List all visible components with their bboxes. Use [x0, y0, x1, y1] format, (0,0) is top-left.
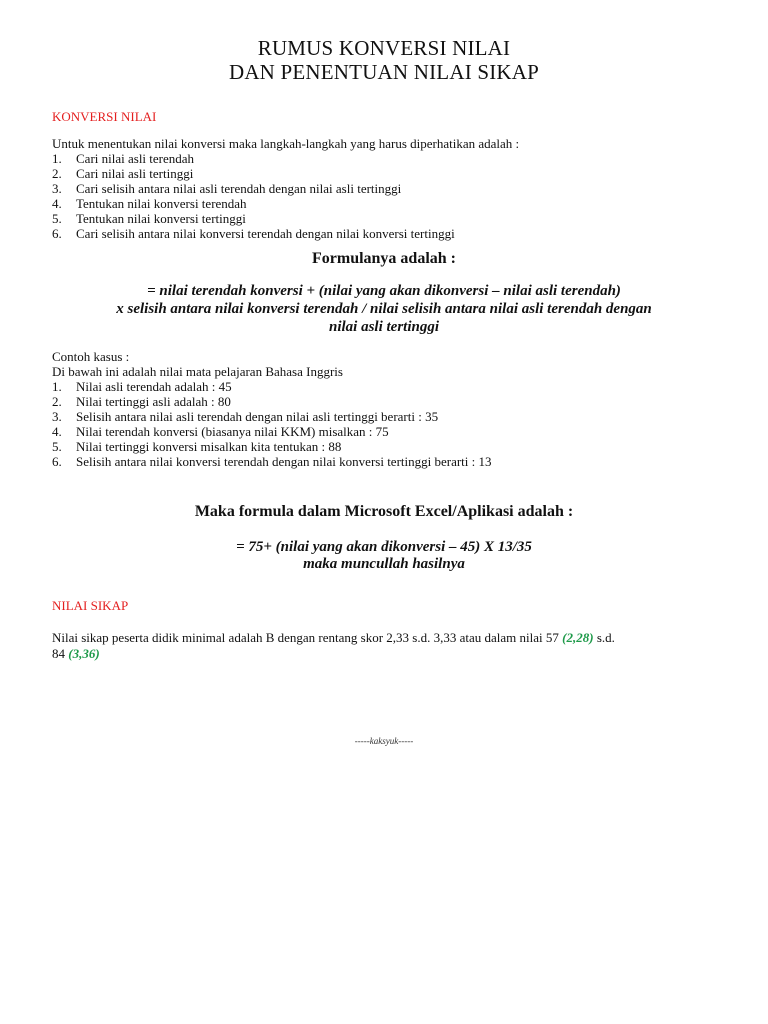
contoh-items-list	[52, 379, 492, 469]
list-item: 5. Tentukan nilai konversi tertinggi	[52, 211, 246, 226]
list-item: 3. Cari selisih antara nilai asli terendah dengan nilai asli tertinggi	[52, 181, 402, 196]
formula-heading: Formulanya adalah :	[311, 250, 456, 267]
list-item: 5. Nilai tertinggi konversi misalkan kita tentukan : 88	[52, 439, 342, 454]
konversi-intro: Untuk menentukan nilai konversi maka langkah-langkah yang harus diperhatikan adalah :	[52, 136, 520, 151]
page-title-line-2: DAN PENENTUAN NILAI SIKAP	[228, 60, 540, 84]
formula-line-3: nilai asli tertinggi	[328, 319, 440, 335]
excel-formula: = 75+ (nilai yang akan dikonversi – 45) X 13/35	[236, 539, 532, 555]
sikap-score-high: (3,36)	[68, 646, 100, 661]
sikap-line-2: 84 (3,36)	[52, 646, 100, 661]
list-item: 3. Selisih antara nilai asli terendah dengan nilai asli tertinggi berarti : 35	[52, 409, 439, 424]
sikap-score-low: (2,28)	[562, 630, 594, 645]
excel-heading: Maka formula dalam Microsoft Excel/Aplikasi adalah :	[194, 503, 574, 520]
list-item: 6. Selisih antara nilai konversi terendah dengan nilai konversi tertinggi berarti : 13	[52, 454, 492, 469]
contoh-label: Contoh kasus :	[52, 349, 130, 364]
footer-signature: -----kaksyuk-----	[354, 736, 414, 746]
section-heading-sikap: NILAI SIKAP	[52, 598, 129, 613]
contoh-intro: Di bawah ini adalah nilai mata pelajaran Bahasa Inggris	[52, 364, 343, 379]
formula-line-1: = nilai terendah konversi + (nilai yang akan dikonversi – nilai asli terendah)	[147, 283, 621, 299]
page-title-line-1: RUMUS KONVERSI NILAI	[257, 36, 511, 60]
sikap-line-1: Nilai sikap peserta didik minimal adalah B dengan rentang skor 2,33 s.d. 3,33 atau dalam nilai 57 (2,28) s.d.	[52, 630, 615, 645]
excel-result-note: maka muncullah hasilnya	[303, 556, 465, 572]
list-item: 2. Cari nilai asli tertinggi	[52, 166, 194, 181]
list-item: 4. Nilai terendah konversi (biasanya nilai KKM) misalkan : 75	[52, 424, 389, 439]
list-item: 2. Nilai tertinggi asli adalah : 80	[52, 394, 231, 409]
list-item: 1. Cari nilai asli terendah	[52, 151, 195, 166]
list-item: 6. Cari selisih antara nilai konversi terendah dengan nilai konversi tertinggi	[52, 226, 455, 241]
konversi-steps-list	[52, 151, 455, 241]
section-heading-konversi: KONVERSI NILAI	[52, 109, 157, 124]
list-item: 1. Nilai asli terendah adalah : 45	[52, 379, 232, 394]
list-item: 4. Tentukan nilai konversi terendah	[52, 196, 247, 211]
formula-line-2: x selisih antara nilai konversi terendah / nilai selisih antara nilai asli terendah dengan	[116, 301, 652, 317]
